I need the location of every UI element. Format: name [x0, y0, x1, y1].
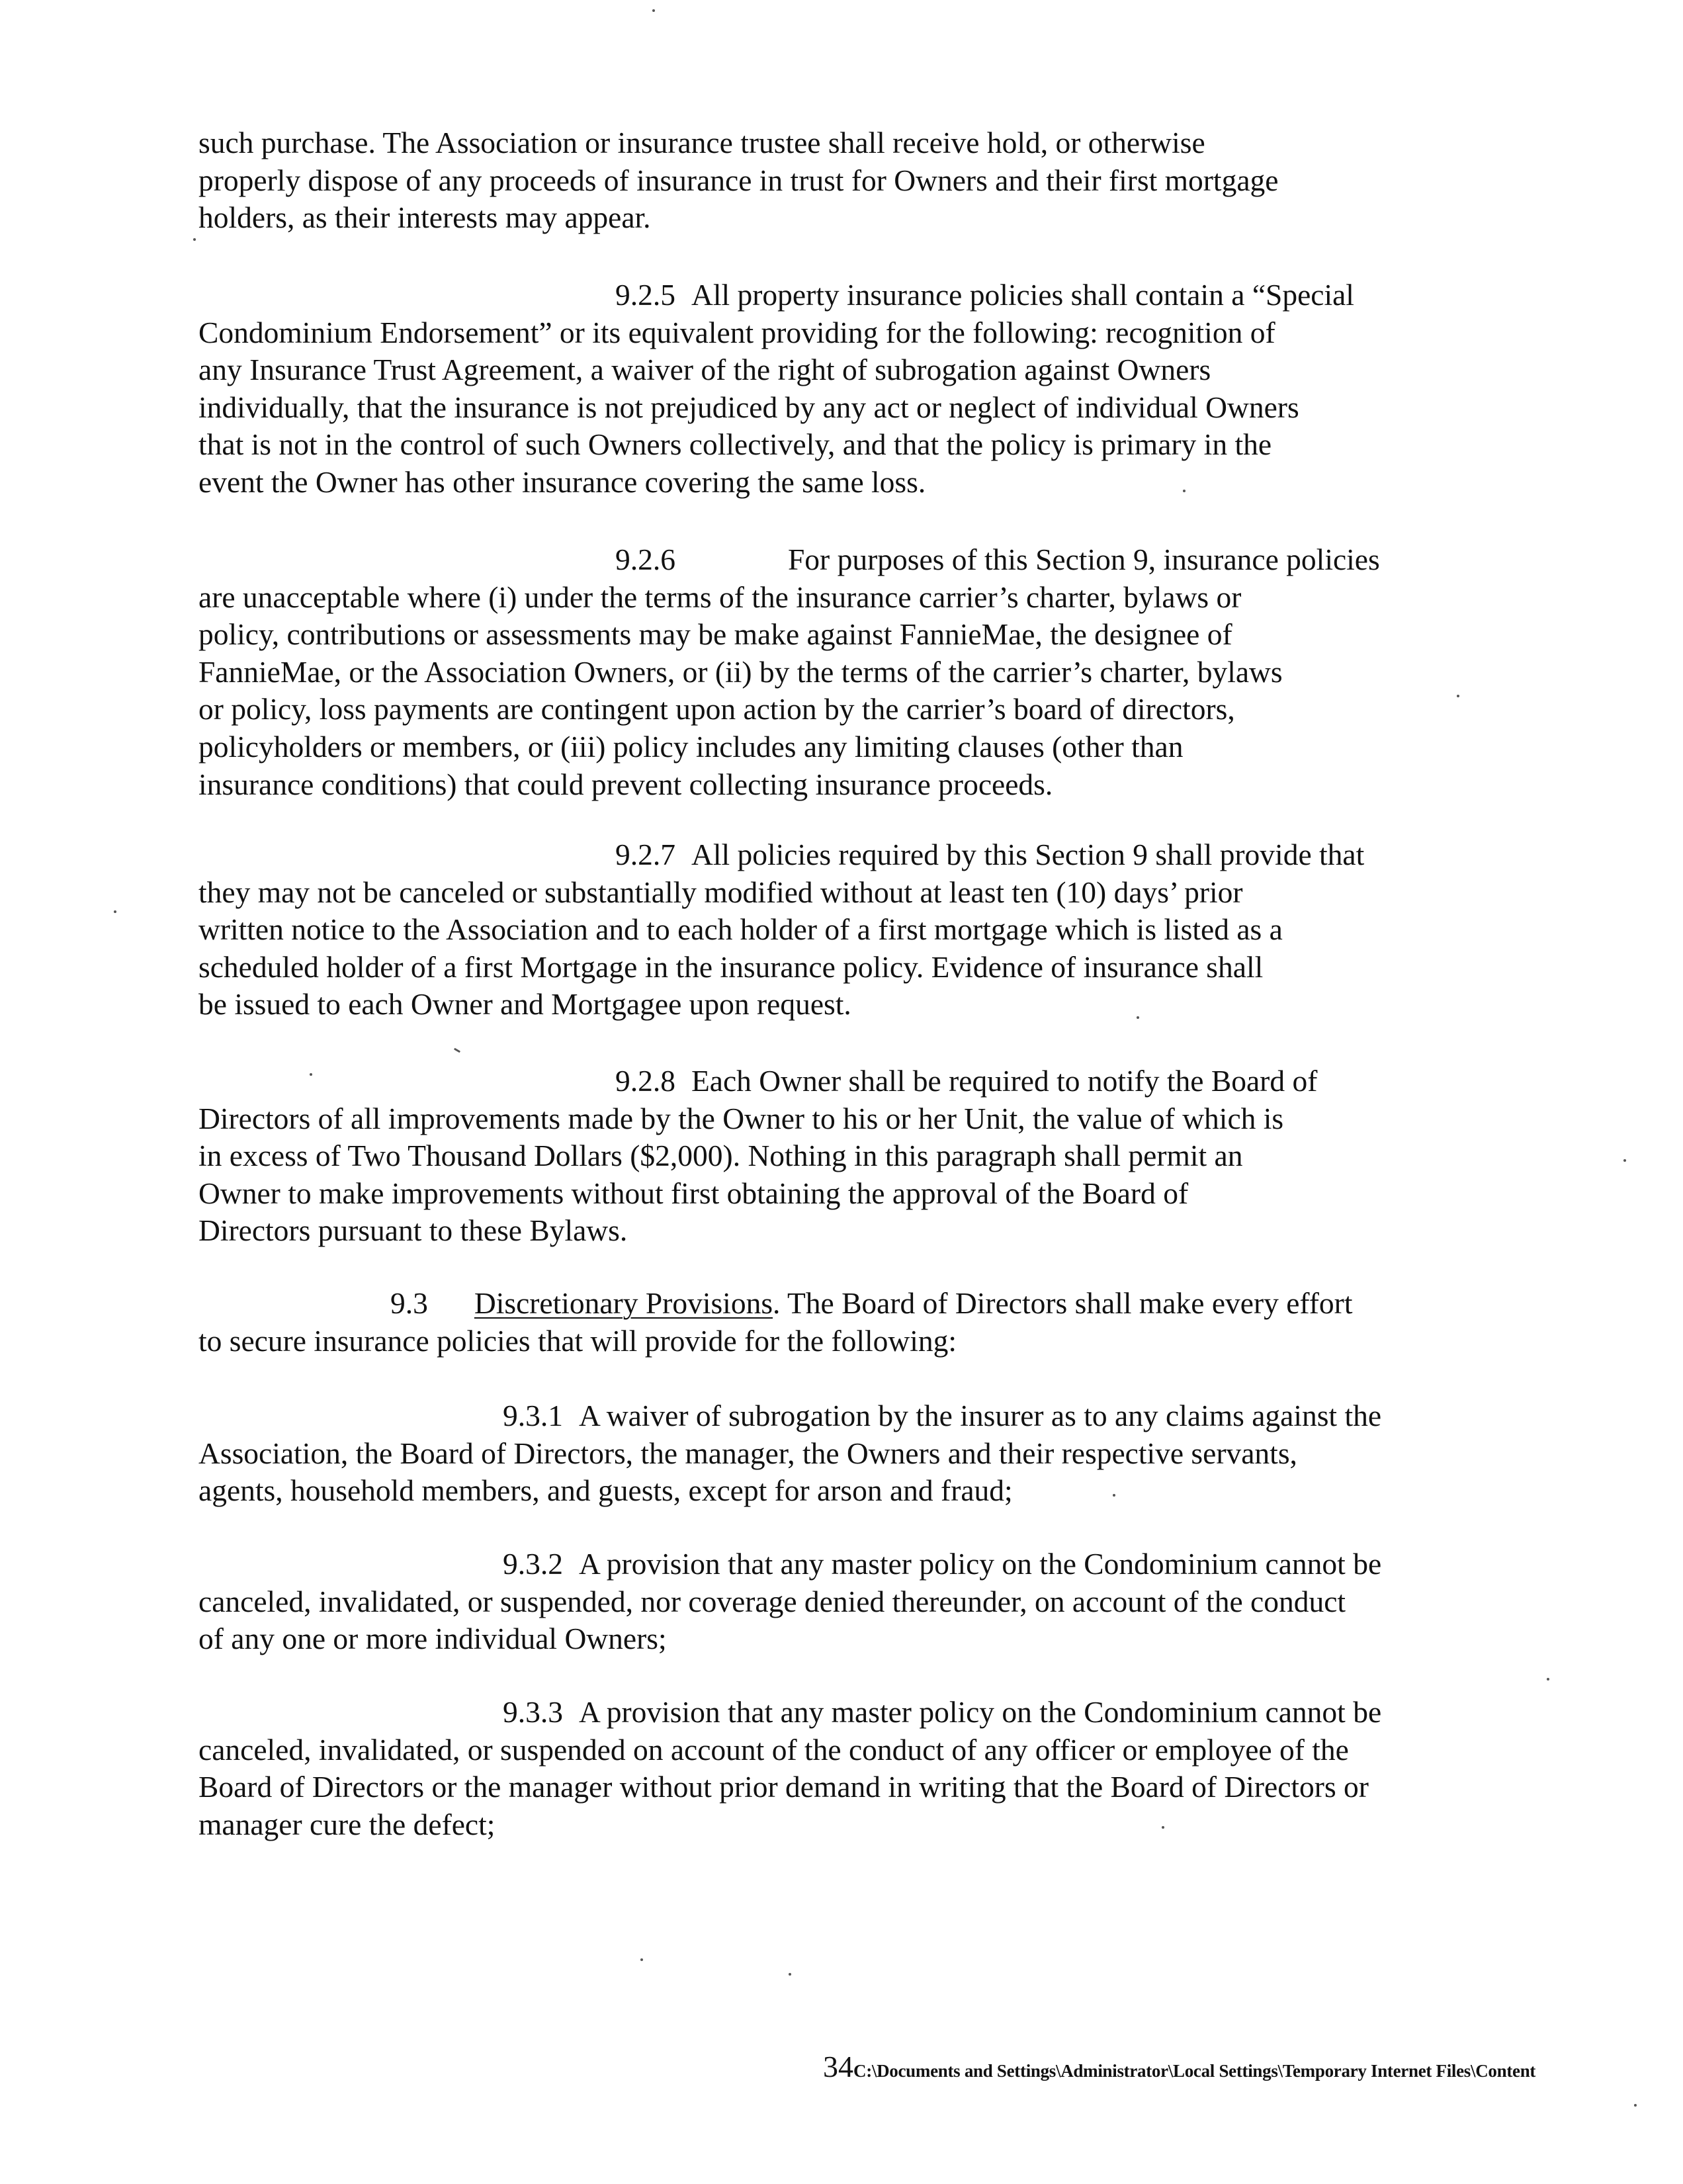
text-line: any Insurance Trust Agreement, a waiver of the right of subrogation against Owners — [198, 353, 1211, 387]
text-line: Directors of all improvements made by the Owner to his or her Unit, the value of which is — [198, 1101, 1284, 1135]
section-number: 9.2.7 — [615, 838, 675, 871]
section-first-text: A provision that any master policy on the Condominium cannot be — [579, 1695, 1382, 1729]
section-number: 9.3 — [390, 1286, 428, 1320]
text-line: to secure insurance policies that will provide for the following: — [198, 1323, 957, 1358]
scan-speck — [1457, 695, 1459, 697]
section-first-line — [198, 1285, 1541, 1323]
section-first-text: Each Owner shall be required to notify the Board of — [691, 1064, 1318, 1098]
section-heading: Discretionary Provisions — [474, 1286, 773, 1320]
scan-speck — [652, 9, 655, 12]
scan-speck — [1634, 2104, 1637, 2107]
text-line: they may not be canceled or substantially modified without at least ten (10) days’ prior — [198, 875, 1243, 909]
scan-speck — [789, 1973, 791, 1976]
section-9-2-6 — [198, 541, 1541, 803]
section-9-2-5 — [198, 277, 1541, 502]
scan-speck — [1137, 1016, 1139, 1019]
section-first-line — [198, 836, 1541, 874]
section-first-line — [198, 277, 1541, 314]
text-line: that is not in the control of such Owners collectively, and that the policy is primary in the — [198, 427, 1272, 462]
scan-speck — [1183, 490, 1186, 492]
text-line: Owner to make improvements without first obtaining the approval of the Board of — [198, 1176, 1189, 1210]
section-number: 9.2.5 — [615, 278, 675, 312]
section-9-2-7 — [198, 836, 1541, 1024]
section-first-text: For purposes of this Section 9, insurance policies — [788, 543, 1380, 576]
text-line: holders, as their interests may appear. — [198, 200, 651, 235]
text-line: of any one or more individual Owners; — [198, 1622, 667, 1656]
section-9-3-2 — [198, 1546, 1541, 1658]
paragraph-continuation — [198, 124, 1541, 237]
text-line: policy, contributions or assessments may be make against FannieMae, the designee of — [198, 617, 1232, 652]
scan-speck — [310, 1073, 312, 1076]
section-first-line — [198, 1694, 1541, 1731]
text-line: agents, household members, and guests, except for arson and fraud; — [198, 1473, 1013, 1508]
section-number: 9.3.2 — [503, 1547, 563, 1581]
text-line: or policy, loss payments are contingent upon action by the carrier’s board of directors, — [198, 692, 1235, 726]
section-first-text: . The Board of Directors shall make every effort — [773, 1286, 1353, 1320]
section-first-text: A waiver of subrogation by the insurer as to any claims against the — [579, 1399, 1382, 1432]
scan-speck — [1113, 1494, 1115, 1497]
section-number: 9.3.1 — [503, 1399, 563, 1432]
scan-speck — [193, 238, 196, 241]
text-line: individually, that the insurance is not prejudiced by any act or neglect of individual Owners — [198, 390, 1299, 424]
text-line: such purchase. The Association or insurance trustee shall receive hold, or otherwise — [198, 126, 1205, 159]
text-line: event the Owner has other insurance covering the same loss. — [198, 464, 926, 499]
text-line: canceled, invalidated, or suspended on account of the conduct of any officer or employee of the — [198, 1732, 1349, 1767]
page-number: 34 — [823, 2050, 853, 2083]
section-9-3-1 — [198, 1397, 1541, 1510]
section-number: 9.2.6 — [615, 543, 675, 576]
section-9-2-8 — [198, 1063, 1541, 1250]
section-first-line — [198, 541, 1541, 579]
section-number: 9.3.3 — [503, 1695, 563, 1729]
text-line: in excess of Two Thousand Dollars ($2,000). Nothing in this paragraph shall permit an — [198, 1139, 1243, 1173]
text-line: policyholders or members, or (iii) policy includes any limiting clauses (other than — [198, 729, 1184, 764]
section-first-line — [198, 1397, 1541, 1435]
text-line: be issued to each Owner and Mortgagee upon request. — [198, 987, 851, 1022]
text-line: scheduled holder of a first Mortgage in the insurance policy. Evidence of insurance shall — [198, 949, 1264, 984]
scan-speck — [1623, 1159, 1626, 1162]
scan-speck — [454, 1048, 460, 1053]
scan-speck — [1162, 1826, 1164, 1829]
text-line: are unacceptable where (i) under the terms of the insurance carrier’s charter, bylaws or — [198, 580, 1242, 614]
text-line: written notice to the Association and to each holder of a first mortgage which is listed as a — [198, 912, 1283, 947]
text-line: properly dispose of any proceeds of insurance in trust for Owners and their first mortgage — [198, 163, 1279, 197]
section-9-3-3 — [198, 1694, 1541, 1843]
section-first-line — [198, 1546, 1541, 1583]
text-line: Condominium Endorsement” or its equivalent providing for the following: recognition of — [198, 315, 1275, 349]
scan-speck — [1547, 1678, 1549, 1681]
section-number: 9.2.8 — [615, 1064, 675, 1098]
section-first-text: All property insurance policies shall contain a “Special — [691, 278, 1354, 312]
text-line: FannieMae, or the Association Owners, or (ii) by the terms of the carrier’s charter, bylaws — [198, 654, 1283, 689]
section-first-line — [198, 1063, 1541, 1100]
scan-speck — [640, 1958, 643, 1961]
text-line: Board of Directors or the manager without prior demand in writing that the Board of Directors or — [198, 1770, 1369, 1804]
section-first-text: All policies required by this Section 9 shall provide that — [691, 838, 1365, 871]
text-line: manager cure the defect; — [198, 1807, 496, 1841]
text-line: canceled, invalidated, or suspended, nor coverage denied thereunder, on account of the conduct — [198, 1584, 1346, 1618]
text-line: insurance conditions) that could prevent collecting insurance proceeds. — [198, 767, 1053, 801]
page-footer — [823, 2049, 1535, 2084]
scan-speck — [114, 910, 116, 913]
section-first-text: A provision that any master policy on the Condominium cannot be — [579, 1547, 1382, 1581]
file-path: C:\Documents and Settings\Administrator\Local Settings\Temporary Internet Files\Content — [853, 2061, 1536, 2081]
section-9-3 — [198, 1285, 1541, 1360]
text-line: Association, the Board of Directors, the manager, the Owners and their respective servants, — [198, 1436, 1297, 1470]
text-line: Directors pursuant to these Bylaws. — [198, 1213, 628, 1248]
